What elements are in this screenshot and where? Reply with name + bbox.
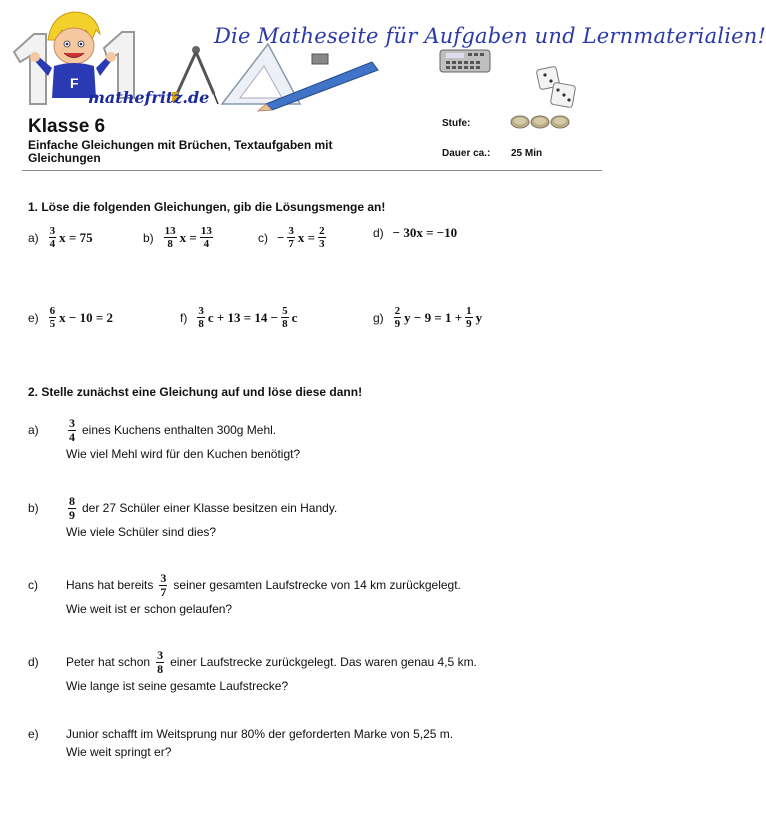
equation-term: − 30x = −10: [392, 225, 458, 240]
sharpener-icon: [312, 54, 328, 64]
problem-question: Wie weit ist er schon gelaufen?: [66, 602, 233, 616]
duration-value: 25 Min: [511, 148, 543, 159]
equation-term: x =: [297, 229, 316, 245]
denominator: 3: [319, 238, 325, 250]
equation-term: c: [291, 309, 298, 325]
numerator: 3: [198, 305, 204, 317]
problem-text: seiner gesamten Laufstrecke von 14 km zurückgelegt.: [173, 578, 461, 592]
fraction: [281, 305, 289, 330]
equation-term: x =: [179, 229, 197, 245]
equation-term: y − 9 = 1 +: [404, 309, 463, 325]
problem-statement: [66, 648, 477, 676]
level-coin-icon: [551, 116, 569, 128]
fraction: [287, 225, 295, 250]
equation-label: d): [373, 226, 384, 240]
section2-heading: 2. Stelle zunächst eine Gleichung auf und löse diese dann!: [28, 385, 363, 399]
equation-item: [180, 305, 298, 330]
equation-expression: [47, 305, 114, 330]
equation-term: x = 75: [59, 229, 93, 245]
problem-label: e): [28, 727, 39, 741]
digit-one-left-icon: [14, 34, 46, 104]
equation-term: c + 13 = 14 −: [207, 309, 279, 325]
problem-label: a): [28, 423, 39, 437]
header-divider: [22, 170, 602, 171]
denominator: 8: [198, 318, 204, 330]
section1-heading: 1. Löse die folgenden Gleichungen, gib die Lösungsmenge an!: [28, 200, 386, 214]
numerator: 3: [288, 225, 294, 237]
problem-question: Wie viele Schüler sind dies?: [66, 525, 217, 539]
numerator: 8: [69, 493, 75, 508]
denominator: 5: [49, 318, 56, 330]
equation-item: [28, 305, 114, 330]
equation-item: [258, 225, 328, 250]
problem-statement: [66, 571, 461, 599]
fraction: [394, 305, 402, 330]
fraction: [200, 225, 213, 250]
dice-icon: [536, 66, 576, 108]
numerator: 2: [319, 225, 325, 237]
duration-label: Dauer ca.:: [442, 148, 491, 159]
denominator: 9: [394, 318, 401, 330]
fraction: [68, 417, 76, 444]
denominator: 4: [69, 429, 75, 444]
numerator: 3: [157, 647, 164, 662]
equation-label: g): [373, 310, 384, 325]
site-slogan: Die Matheseite für Aufgaben und Lernmaterialien!: [214, 24, 766, 48]
problem-statement: [66, 416, 276, 444]
denominator: 4: [203, 238, 210, 250]
fraction: [197, 305, 205, 330]
problem-statement: [66, 494, 337, 522]
equation-item: [28, 225, 94, 250]
numerator: 3: [160, 570, 167, 585]
site-brand: mathefritz.de: [88, 88, 210, 107]
numerator: 1: [466, 305, 472, 317]
equation-label: e): [28, 310, 39, 325]
denominator: 4: [49, 238, 56, 250]
fraction: [465, 305, 473, 330]
fraction: [318, 225, 326, 250]
equation-expression: [195, 305, 298, 330]
numerator: 13: [200, 225, 212, 237]
equation-term: −: [277, 229, 285, 245]
page-subtitle: Einfache Gleichungen mit Brüchen, Textaufgaben mit Gleichungen: [28, 138, 333, 165]
equation-item: [373, 305, 483, 330]
denominator: 8: [157, 661, 164, 676]
fraction: [164, 225, 177, 250]
denominator: 8: [282, 318, 288, 330]
numerator: 2: [394, 305, 401, 317]
denominator: 9: [69, 507, 75, 522]
denominator: 9: [466, 318, 472, 330]
denominator: 7: [288, 238, 294, 250]
mascot-shirt-letter: F: [70, 75, 79, 91]
equation-expression: [392, 225, 458, 241]
calculator-icon: [440, 50, 490, 72]
problem-label: b): [28, 501, 39, 515]
denominator: 7: [160, 584, 167, 599]
level-coin-icon: [511, 116, 529, 128]
problem-statement: [66, 720, 457, 748]
equation-label: a): [28, 230, 39, 245]
fraction: [49, 305, 57, 330]
difficulty-level: [510, 114, 574, 135]
equation-label: f): [180, 310, 188, 325]
equation-expression: [276, 225, 328, 250]
level-coin-icon: [531, 116, 549, 128]
fraction: [49, 225, 57, 250]
equation-item: [373, 225, 458, 241]
problem-question: Wie viel Mehl wird für den Kuchen benötigt?: [66, 447, 301, 461]
numerator: 3: [69, 415, 75, 430]
equation-expression: [392, 305, 483, 330]
equation-term: x − 10 = 2: [59, 309, 113, 325]
problem-text: Peter hat schon: [66, 655, 151, 669]
equation-label: b): [143, 230, 154, 245]
equation-expression: [47, 225, 94, 250]
equation-label: c): [258, 230, 268, 245]
numerator: 3: [49, 225, 56, 237]
problem-question: Wie weit springt er?: [66, 745, 172, 759]
equation-term: y: [475, 309, 483, 325]
numerator: 13: [164, 225, 176, 237]
problem-text: der 27 Schüler einer Klasse besitzen ein Handy.: [82, 501, 338, 515]
denominator: 8: [167, 238, 173, 250]
problem-text: einer Laufstrecke zurückgelegt. Das waren genau 4,5 km.: [170, 655, 477, 669]
equation-expression: [162, 225, 215, 250]
problem-label: c): [28, 578, 38, 592]
problem-text: Hans hat bereits: [66, 578, 154, 592]
problem-text: eines Kuchens enthalten 300g Mehl.: [82, 423, 277, 437]
problem-text: Junior schafft im Weitsprung nur 80% der geforderten Marke von 5,25 m.: [66, 727, 454, 741]
problem-question: Wie lange ist seine gesamte Laufstrecke?: [66, 679, 289, 693]
fraction: [156, 649, 164, 676]
numerator: 5: [282, 305, 288, 317]
fraction: [68, 495, 76, 522]
equation-item: [143, 225, 215, 250]
numerator: 6: [49, 305, 56, 317]
level-label: Stufe:: [442, 118, 471, 129]
problem-label: d): [28, 655, 39, 669]
page-title: Klasse 6: [28, 116, 106, 137]
fraction: [159, 572, 167, 599]
